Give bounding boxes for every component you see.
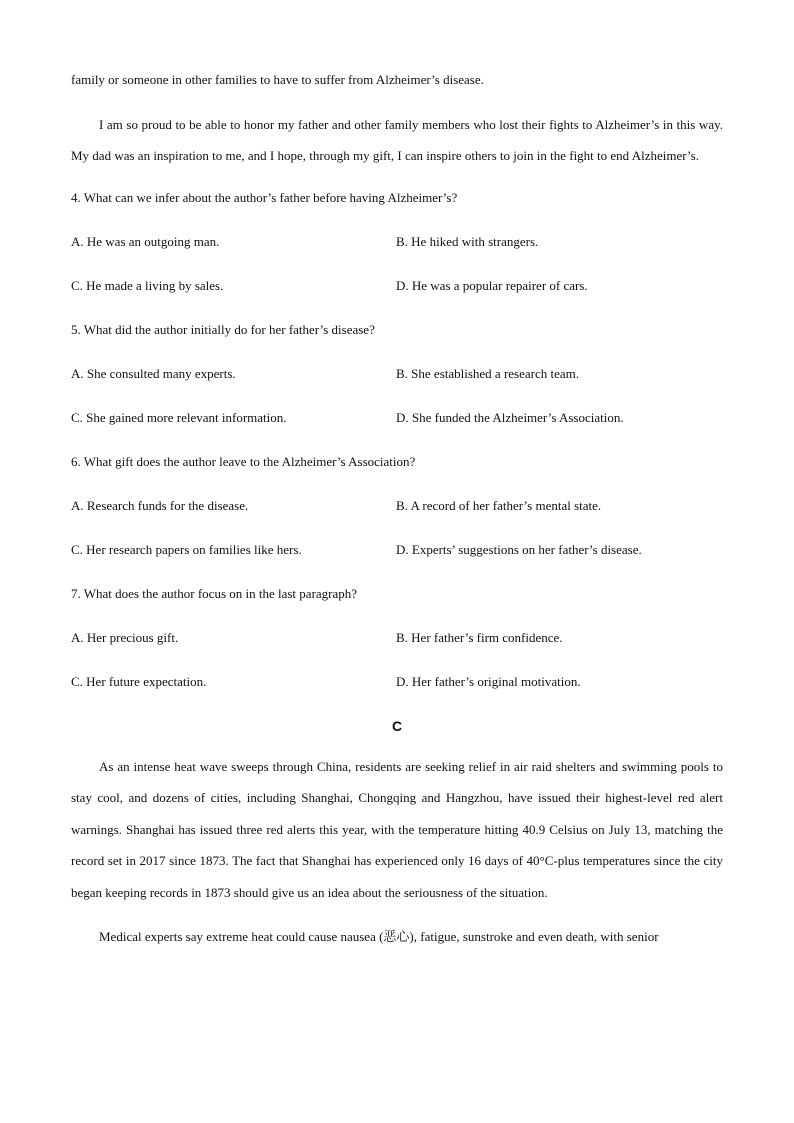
question-4-options-row-1	[71, 230, 723, 254]
question-6-option-b: B. A record of her father’s mental state.	[396, 497, 602, 513]
question-7-option-a: A. Her precious gift.	[71, 629, 179, 645]
question-7-options-row-1	[71, 626, 723, 650]
question-4-option-a: A. He was an outgoing man.	[71, 233, 220, 249]
question-6-options-row-2	[71, 538, 723, 562]
section-c-paragraph-1: As an intense heat wave sweeps through China, residents are seeking relief in air raid shelters and swimming pools to stay cool, and dozens of cities, including Shanghai, Chongqing and Hangzhou, have issued their highest-level red alert warnings. Shanghai has issued three red alerts this year, with the temperature hitting 40.9 Celsius on July 13, matching the record set in 2017 since 1873. The fact that Shanghai has experienced only 16 days of 40°C-plus temperatures since the city began keeping records in 1873 should give us an idea about the seriousness of the situation.	[71, 758, 723, 900]
question-5-options-row-2	[71, 406, 723, 430]
question-7-option-b: B. Her father’s firm confidence.	[396, 629, 563, 645]
question-6-option-a: A. Research funds for the disease.	[71, 497, 249, 513]
exam-page	[71, 64, 723, 953]
question-5-options-row-1	[71, 362, 723, 386]
question-5-option-a: A. She consulted many experts.	[71, 365, 236, 381]
question-5-stem: 5. What did the author initially do for her father’s disease?	[71, 321, 375, 337]
question-4-options-row-2	[71, 274, 723, 298]
question-6-options-row-1	[71, 494, 723, 518]
question-5-option-b: B. She established a research team.	[396, 365, 580, 381]
question-5-option-c: C. She gained more relevant information.	[71, 409, 287, 425]
section-c-title: C	[391, 717, 403, 734]
question-4-stem: 4. What can we infer about the author’s father before having Alzheimer’s?	[71, 189, 458, 205]
passage-b-closing-paragraph: I am so proud to be able to honor my father and other family members who lost their fights to Alzheimer’s in this way. My dad was an inspiration to me, and I hope, through my gift, I can inspire others to join in the fight to end Alzheimer’s.	[71, 116, 723, 163]
question-4-option-d: D. He was a popular repairer of cars.	[396, 277, 588, 293]
question-7-option-d: D. Her father’s original motivation.	[396, 673, 581, 689]
question-7-stem: 7. What does the author focus on in the last paragraph?	[71, 585, 358, 601]
question-5-option-d: D. She funded the Alzheimer’s Association.	[396, 409, 624, 425]
question-4-option-c: C. He made a living by sales.	[71, 277, 224, 293]
question-6-option-d: D. Experts’ suggestions on her father’s disease.	[396, 541, 642, 557]
question-6-stem: 6. What gift does the author leave to the Alzheimer’s Association?	[71, 453, 416, 469]
question-7-options-row-2	[71, 670, 723, 694]
question-6-option-c: C. Her research papers on families like hers.	[71, 541, 302, 557]
question-7-option-c: C. Her future expectation.	[71, 673, 207, 689]
question-4-option-b: B. He hiked with strangers.	[396, 233, 539, 249]
passage-b-continuation: family or someone in other families to have to suffer from Alzheimer’s disease.	[71, 72, 484, 87]
section-c-paragraph-2: Medical experts say extreme heat could cause nausea (恶心), fatigue, sunstroke and even death, with senior	[99, 929, 659, 944]
